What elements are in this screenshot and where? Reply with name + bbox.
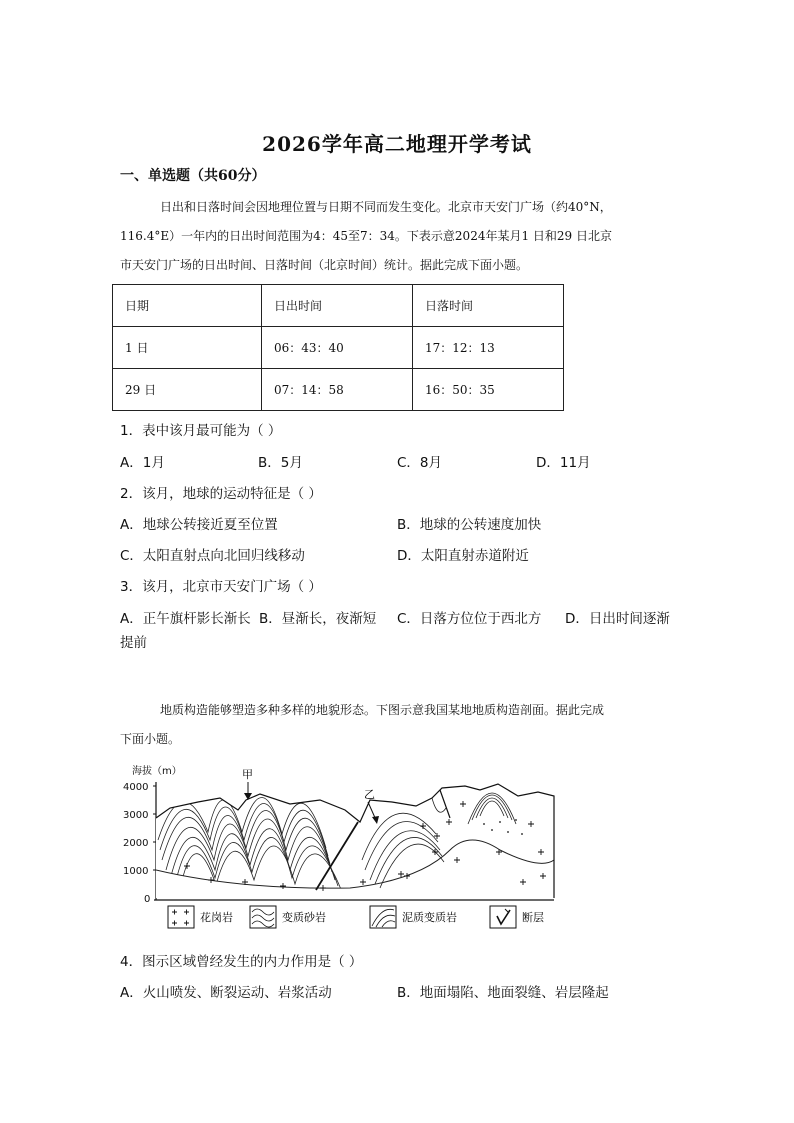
intro-paragraph-1 <box>120 193 686 280</box>
question-3-stem: 3．该月，北京市天安门广场（ ） <box>120 579 322 595</box>
legend-metasandstone: 变质砂岩 <box>282 911 326 924</box>
q1-option-a[interactable]: A．1月 <box>120 455 165 471</box>
y-tick-label: 3000 <box>123 810 149 821</box>
q3-option-d-cont: 提前 <box>120 635 147 651</box>
rock-strata <box>156 780 556 900</box>
table-cell: 29 日 <box>113 369 262 411</box>
label-yi: 乙 <box>364 788 375 801</box>
table-row <box>113 327 564 369</box>
sunrise-sunset-table <box>112 284 564 411</box>
y-tick-label: 0 <box>144 894 151 905</box>
q3-option-b[interactable]: B．昼渐长，夜渐短 <box>259 611 377 627</box>
figure-legend <box>168 906 544 928</box>
table-cell: 06：43：40 <box>262 327 413 369</box>
table-cell: 17：12：13 <box>413 327 564 369</box>
question-2-stem: 2．该月，地球的运动特征是（ ） <box>120 486 322 502</box>
q4-option-b[interactable]: B．地面塌陷、地面裂缝、岩层隆起 <box>397 985 609 1001</box>
table-cell: 16：50：35 <box>413 369 564 411</box>
intro1-line2: 116.4°E）一年内的日出时间范围为4：45至7：34。下表示意2024年某月1 日和29 日北京 <box>120 229 612 243</box>
intro2-line2: 下面小题。 <box>120 732 181 746</box>
table-row <box>113 369 564 411</box>
q1-option-b[interactable]: B．5月 <box>258 455 303 471</box>
q4-option-a[interactable]: A．火山喷发、断裂运动、岩浆活动 <box>120 985 332 1001</box>
question-4-stem: 4．图示区域曾经发生的内力作用是（ ） <box>120 954 363 970</box>
exam-title: 2026学年高二地理开学考试 <box>262 132 532 156</box>
q1-option-d[interactable]: D．11月 <box>536 455 591 471</box>
y-tick-label: 4000 <box>123 782 149 793</box>
q3-option-d[interactable]: D．日出时间逐渐 <box>565 611 670 627</box>
intro2-line1: 地质构造能够塑造多种多样的地貌形态。下图示意我国某地地质构造剖面。据此完成 <box>160 703 605 717</box>
label-jia: 甲 <box>242 768 253 781</box>
legend-argillaceous-metamorphic: 泥质变质岩 <box>402 911 457 924</box>
q3-option-c[interactable]: C．日落方位位于西北方 <box>397 611 542 627</box>
q3-option-a[interactable]: A．正午旗杆影长渐长 <box>120 611 251 627</box>
table-header-row <box>113 285 564 327</box>
q2-option-d[interactable]: D．太阳直射赤道附近 <box>397 548 529 564</box>
table-header-cell: 日期 <box>113 285 262 327</box>
y-tick-label: 1000 <box>123 866 149 877</box>
table-cell: 07：14：58 <box>262 369 413 411</box>
y-axis-title: 海拔（m） <box>132 766 182 777</box>
y-tick-label: 2000 <box>123 838 149 849</box>
legend-granite: 花岗岩 <box>200 911 233 924</box>
q2-option-a[interactable]: A．地球公转接近夏至位置 <box>120 517 278 533</box>
table-header-cell: 日出时间 <box>262 285 413 327</box>
intro-paragraph-2 <box>120 696 686 754</box>
table-cell: 1 日 <box>113 327 262 369</box>
question-1-stem: 1．表中该月最可能为（ ） <box>120 423 282 439</box>
intro1-line3: 市天安门广场的日出时间、日落时间（北京时间）统计。据此完成下面小题。 <box>120 258 529 272</box>
legend-fault: 断层 <box>522 911 544 924</box>
q2-option-c[interactable]: C．太阳直射点向北回归线移动 <box>120 548 305 564</box>
table-header-cell: 日落时间 <box>413 285 564 327</box>
section-heading: 一、单选题（共60分） <box>120 168 266 184</box>
intro1-line1: 日出和日落时间会因地理位置与日期不同而发生变化。北京市天安门广场（约40°N， <box>160 200 612 214</box>
q1-option-c[interactable]: C．8月 <box>397 455 443 471</box>
q2-option-b[interactable]: B．地球的公转速度加快 <box>397 517 542 533</box>
geology-cross-section <box>120 760 560 932</box>
